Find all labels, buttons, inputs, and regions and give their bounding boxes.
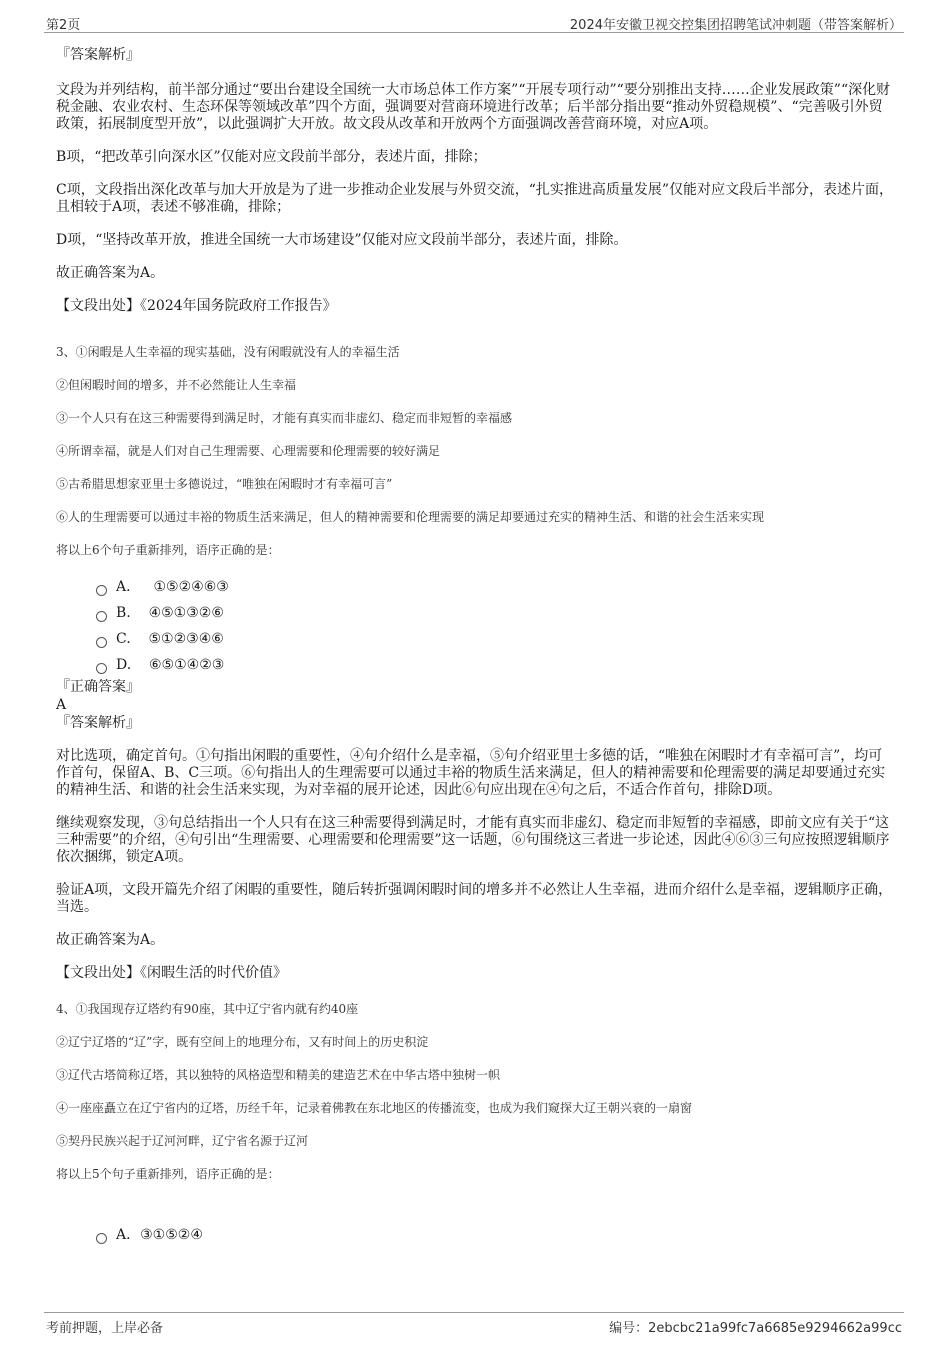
option-a[interactable] <box>96 1222 896 1248</box>
answer-options <box>56 574 896 678</box>
final-answer: 故正确答案为A。 <box>56 932 165 948</box>
analysis-paragraph: 文段为并列结构，前半部分通过“要出台建设全国统一大市场总体工作方案”“开展专项行动”“要分别推出支持……企业发展政策”“深化财税金融、农业农村、生态环保等领域改革”四个方面，强调要对营商环境进行改革；后半部分指出要“推动外贸稳规模”、“完善吸引外贸政策，拓展制度型开放”，以此强调扩大开放。故文段从改革和开放两个方面强调改善营商环境，对应A项。 <box>56 82 891 132</box>
option-key: D. <box>116 657 132 673</box>
analysis-paragraph: D项，“坚持改革开放，推进全国统一大市场建设”仅能对应文段前半部分，表述片面，排除。 <box>56 232 628 248</box>
correct-answer: A <box>56 697 67 713</box>
question-sentence: ⑤契丹民族兴起于辽河河畔，辽宁省名源于辽河 <box>56 1134 309 1148</box>
page-number: 第2页 <box>46 18 81 33</box>
question-sentence: 3、①闲暇是人生幸福的现实基础，没有闲暇就没有人的幸福生活 <box>56 345 400 359</box>
question-sentence: ⑤古希腊思想家亚里士多德说过，“唯独在闲暇时才有幸福可言” <box>56 477 393 491</box>
question-prompt: 将以上5个句子重新排列，语序正确的是： <box>56 1167 280 1181</box>
option-key: B. <box>116 605 131 621</box>
analysis-paragraph: C项，文段指出深化改革与加大开放是为了进一步推动企业发展与外贸交流，“扎实推进高质量发展”仅能对应文段后半部分，表述片面，且相较于A项，表述不够准确，排除； <box>56 182 894 215</box>
analysis-paragraph: 验证A项，文段开篇先介绍了闲暇的重要性，随后转折强调闲暇时间的增多并不必然让人生幸福，进而介绍什么是幸福，逻辑顺序正确，当选。 <box>56 882 893 915</box>
document-id: 编号：2ebcbc21a99fc7a6685e9294662a99cc <box>609 1321 902 1336</box>
question-prompt: 将以上6个句子重新排列，语序正确的是： <box>56 543 280 557</box>
option-text: ①⑤②④⑥③ <box>153 579 229 595</box>
option-b[interactable] <box>96 600 896 626</box>
question-sentence: ④所谓幸福，就是人们对自己生理需要、心理需要和伦理需要的较好满足 <box>56 444 441 458</box>
question-sentence: ②辽宁辽塔的“辽”字，既有空间上的地理分布，又有时间上的历史积淀 <box>56 1035 429 1049</box>
option-key: C. <box>116 631 131 647</box>
page-header <box>44 12 904 33</box>
passage-source: 【文段出处】《闲暇生活的时代价值》 <box>56 965 287 981</box>
analysis-paragraph: 继续观察发现，③句总结指出一个人只有在这三种需要得到满足时，才能有真实而非虚幻、稳定而非短暂的幸福感，即前文应有关于“这三种需要”的介绍，④句引出“生理需要、心理需要和伦理需要”这一话题，⑥句围绕这三者进一步论述，因此④⑥③三句应按照逻辑顺序依次捆绑，锁定A项。 <box>56 815 890 865</box>
final-answer: 故正确答案为A。 <box>56 265 165 281</box>
option-text: ③①⑤②④ <box>140 1227 203 1243</box>
analysis-paragraph: 对比选项，确定首句。①句指出闲暇的重要性，④句介绍什么是幸福，⑤句介绍亚里士多德的话，“唯独在闲暇时才有幸福可言”，均可作首句，保留A、B、C三项。⑥句指出人的生理需要可以通过丰裕的物质生活来满足，但人的精神需要和伦理需要的满足却要通过充实的精神生活、和谐的社会生活来实现，为对幸福的展开论述，因此⑥句应出现在④句之后，不适合作首句，排除D项。 <box>56 748 886 798</box>
radio-icon[interactable] <box>96 611 107 622</box>
analysis-label: 『答案解析』 <box>56 715 140 731</box>
page-footer <box>44 1312 904 1335</box>
option-text: ⑥⑤①④②③ <box>149 657 225 673</box>
radio-icon[interactable] <box>96 637 107 648</box>
option-a[interactable] <box>96 574 896 600</box>
question-sentence: ③一个人只有在这三种需要得到满足时，才能有真实而非虚幻、稳定而非短暂的幸福感 <box>56 411 513 425</box>
radio-icon[interactable] <box>96 1233 107 1244</box>
analysis-paragraph: B项，“把改革引向深水区”仅能对应文段前半部分，表述片面，排除； <box>56 149 487 165</box>
option-text: ⑤①②③④⑥ <box>148 631 224 647</box>
option-text: ④⑤①③②⑥ <box>148 605 224 621</box>
question-sentence: 4、①我国现存辽塔约有90座，其中辽宁省内就有约40座 <box>56 1002 359 1016</box>
document-title: 2024年安徽卫视交控集团招聘笔试冲刺题（带答案解析） <box>569 18 902 33</box>
option-key: A． <box>116 1227 141 1243</box>
page-content <box>56 46 896 1248</box>
analysis-label: 『答案解析』 <box>56 47 140 63</box>
radio-icon[interactable] <box>96 663 107 674</box>
question-sentence: ③辽代古塔简称辽塔，其以独特的风格造型和精美的建造艺术在中华古塔中独树一帜 <box>56 1068 501 1082</box>
answer-options <box>56 1222 896 1248</box>
option-c[interactable] <box>96 626 896 652</box>
radio-icon[interactable] <box>96 585 107 596</box>
question-sentence: ④一座座矗立在辽宁省内的辽塔，历经千年，记录着佛教在东北地区的传播流变，也成为我们窥探大辽王朝兴衰的一扇窗 <box>56 1101 693 1115</box>
footer-slogan: 考前押题，上岸必备 <box>46 1321 164 1336</box>
option-d[interactable] <box>96 652 896 678</box>
correct-answer-label: 『正确答案』 <box>56 679 140 695</box>
question-sentence: ②但闲暇时间的增多，并不必然能让人生幸福 <box>56 378 297 392</box>
passage-source: 【文段出处】《2024年国务院政府工作报告》 <box>56 298 337 314</box>
question-sentence: ⑥人的生理需要可以通过丰裕的物质生活来满足，但人的精神需要和伦理需要的满足却要通过充实的精神生活、和谐的社会生活来实现 <box>56 510 765 524</box>
option-key: A． <box>116 579 141 595</box>
